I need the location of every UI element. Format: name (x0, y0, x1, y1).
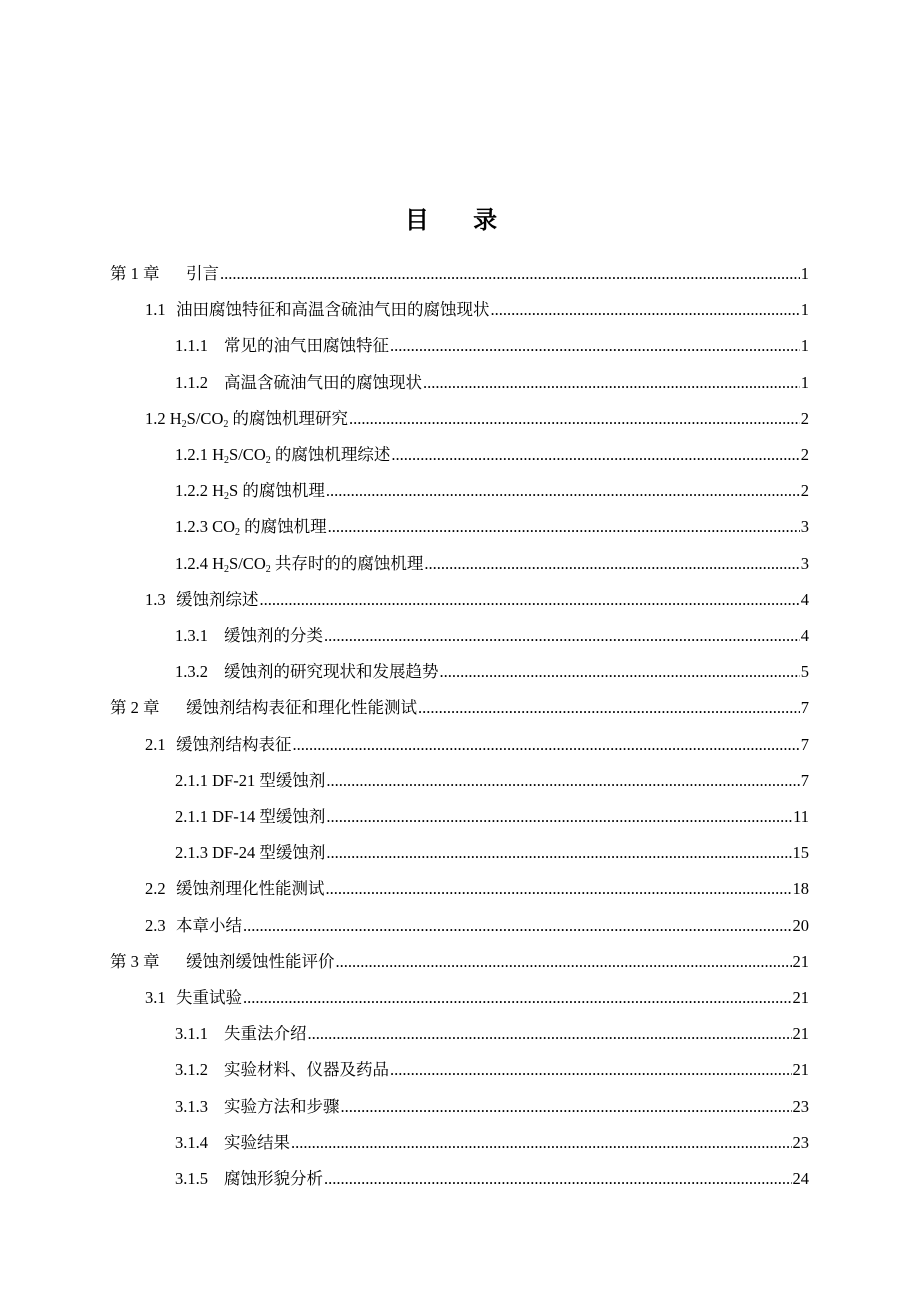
toc-entry-number: 1.1 (145, 300, 166, 320)
toc-entry-text: 高温含硫油气田的腐蚀现状 (224, 372, 422, 392)
toc-entry-text: 引言 (186, 264, 219, 283)
toc-entry-text: 缓蚀剂的分类 (224, 626, 323, 645)
toc-entry[interactable] (145, 292, 809, 328)
page-number: 2 (800, 445, 809, 464)
toc-entry-text: 的腐蚀机理研究 (228, 408, 348, 428)
subscript: 2 (223, 418, 229, 430)
dot-leader (326, 807, 792, 827)
toc-entry-number: 2.1 (145, 734, 166, 754)
toc-entry-number: 3.1.4 (175, 1132, 208, 1152)
toc-entry[interactable] (110, 256, 809, 292)
toc-entry-title (175, 662, 439, 682)
dot-leader (324, 1169, 792, 1189)
toc-entry-title (175, 1060, 389, 1080)
toc-entry[interactable] (145, 727, 809, 763)
dot-leader (418, 698, 800, 718)
toc-entry-text: 的腐蚀机理 (240, 517, 327, 537)
page-number: 2 (800, 481, 809, 501)
toc-entry-text: 缓蚀剂结构表征和理化性能测试 (186, 698, 417, 718)
page-number: 11 (793, 807, 809, 826)
page-number: 21 (792, 1024, 809, 1044)
dot-leader (326, 843, 791, 863)
dot-leader (326, 481, 800, 501)
dot-leader (293, 735, 800, 755)
dot-leader (423, 373, 800, 393)
toc-entry[interactable] (175, 473, 809, 509)
page-number: 4 (800, 626, 809, 645)
toc-entry-number: 2.2 (145, 879, 166, 899)
page-title: 目 录 (404, 206, 516, 234)
toc-entry-text: 2.1.3 DF-24 型缓蚀剂 (175, 843, 326, 863)
toc-entry-text: S 的腐蚀机理 (229, 481, 325, 501)
toc-entry-text: 实验方法和步骤 (224, 1096, 340, 1116)
dot-leader (326, 771, 799, 791)
page-number: 2 (800, 408, 809, 428)
toc-entry-title (175, 771, 325, 791)
page-number: 5 (800, 662, 809, 682)
toc-entry-text: 共存时的的腐蚀机理 (270, 553, 424, 573)
dot-leader (326, 879, 792, 899)
toc-entry-title (175, 807, 325, 827)
page-number: 24 (792, 1169, 809, 1188)
toc-entry[interactable] (175, 509, 809, 545)
toc-entry[interactable] (145, 401, 809, 437)
toc-entry[interactable] (175, 1161, 809, 1197)
toc-entry[interactable] (175, 1016, 809, 1052)
subscript: 2 (224, 455, 230, 466)
toc-entry[interactable] (175, 618, 809, 654)
page-number: 7 (800, 734, 809, 754)
toc-entry-text: 缓蚀剂缓蚀性能评价 (186, 951, 335, 971)
page-number: 1 (800, 372, 809, 392)
page-number: 4 (800, 589, 809, 609)
toc-entry-text: 缓蚀剂理化性能测试 (176, 879, 325, 899)
toc-entry-text: 失重法介绍 (224, 1024, 307, 1044)
dot-leader (390, 1060, 792, 1080)
dot-leader (260, 590, 800, 610)
dot-leader (341, 1097, 792, 1117)
toc-entry-text: 失重试验 (176, 988, 242, 1007)
toc-entry-text: 缓蚀剂综述 (176, 589, 259, 609)
toc-entry-title (175, 1133, 290, 1153)
toc-entry-title (110, 698, 417, 718)
subscript: 2 (235, 527, 241, 539)
toc-entry-text: 本章小结 (176, 915, 242, 935)
subscript: 2 (265, 563, 271, 575)
toc-entry-title (145, 735, 292, 755)
toc-entry-title (175, 517, 327, 537)
page-number: 23 (792, 1132, 809, 1152)
dot-leader (243, 988, 792, 1008)
toc-entry-title (110, 952, 335, 972)
toc-entry-title (175, 1097, 340, 1117)
toc-entry[interactable] (175, 365, 809, 401)
toc-entry-text: 1.2.1 H (175, 445, 225, 464)
toc-entry-number: 1.3.2 (175, 662, 208, 682)
dot-leader (324, 626, 800, 646)
toc-entry-text: 腐蚀形貌分析 (224, 1169, 323, 1188)
toc-entry[interactable] (175, 763, 809, 799)
dot-leader (349, 409, 800, 429)
toc-entry-text: 实验材料、仪器及药品 (224, 1060, 389, 1080)
toc-entry[interactable] (175, 799, 809, 835)
toc-entry-number: 第 3 章 (110, 951, 160, 971)
toc-entry-text: 实验结果 (224, 1132, 290, 1152)
page-number: 18 (792, 879, 809, 899)
dot-leader (308, 1024, 792, 1044)
toc-entry-title (110, 264, 219, 284)
toc-entry-text: 缓蚀剂结构表征 (176, 734, 292, 754)
toc-entry[interactable] (175, 328, 809, 364)
toc-entry-number: 第 2 章 (110, 698, 160, 718)
dot-leader (243, 916, 792, 936)
page-number: 20 (792, 915, 809, 935)
toc-entry[interactable] (175, 1125, 809, 1161)
page-number: 1 (800, 300, 809, 320)
toc-entry-text: 的腐蚀机理综述 (270, 445, 391, 464)
page-number: 3 (800, 517, 809, 537)
toc-entry[interactable] (175, 1089, 809, 1125)
toc-entry-title (175, 481, 325, 501)
page-number: 7 (800, 698, 809, 718)
toc-entry-title (175, 373, 422, 393)
toc-entry-title (145, 590, 259, 610)
dot-leader (491, 300, 800, 320)
toc-entry-text: 1.2.2 H (175, 481, 225, 501)
toc-entry-title (145, 409, 348, 429)
dot-leader (424, 554, 799, 574)
toc-entry-text: 常见的油气田腐蚀特征 (224, 336, 389, 356)
subscript: 2 (224, 491, 230, 503)
dot-leader (220, 264, 800, 284)
toc-entry-title (175, 626, 323, 646)
dot-leader (328, 517, 800, 537)
toc-entry-text: 油田腐蚀特征和高温含硫油气田的腐蚀现状 (176, 300, 490, 320)
page-number: 21 (792, 951, 809, 971)
toc-entry[interactable] (110, 944, 809, 980)
toc-entry[interactable] (145, 871, 809, 907)
toc-entry-number: 3.1.5 (175, 1169, 208, 1188)
toc-entry-number: 1.1.1 (175, 336, 208, 356)
toc-entry-title (175, 336, 389, 356)
toc-entry-title (175, 554, 423, 574)
toc-entry-text: 缓蚀剂的研究现状和发展趋势 (224, 662, 439, 682)
toc-entry-text: 1.2.3 CO (175, 517, 236, 537)
toc-entry-text: 1.2 H (145, 408, 182, 428)
toc-entry[interactable] (175, 654, 809, 690)
subscript: 2 (224, 563, 230, 575)
toc-entry-number: 3.1.2 (175, 1060, 208, 1080)
page-number: 15 (792, 843, 809, 863)
toc-entry-text: 2.1.1 DF-21 型缓蚀剂 (175, 770, 326, 790)
toc-entry-number: 1.1.2 (175, 372, 208, 392)
page-number: 1 (800, 336, 809, 356)
dot-leader (391, 445, 799, 465)
toc-entry-title (145, 879, 325, 899)
toc-entry-text: 2.1.1 DF-14 型缓蚀剂 (175, 807, 326, 826)
toc-entry[interactable] (175, 437, 809, 473)
toc-entry[interactable] (145, 908, 809, 944)
subscript: 2 (181, 418, 187, 430)
toc-entry-title (145, 300, 490, 320)
toc-entry[interactable] (175, 835, 809, 871)
toc-entry[interactable] (145, 980, 809, 1016)
toc-entry-title (175, 445, 390, 465)
dot-leader (440, 662, 800, 682)
page-number: 1 (800, 264, 809, 283)
toc-entry-title (175, 1169, 323, 1189)
page-number: 21 (792, 1060, 809, 1080)
toc-entry-text: S/CO (229, 445, 266, 464)
toc-entry-title (175, 843, 325, 863)
toc-entry-number: 3.1 (145, 988, 166, 1007)
toc-entry-number: 第 1 章 (110, 264, 160, 283)
page-number: 3 (800, 553, 809, 573)
toc-entry[interactable] (175, 546, 809, 582)
toc-entry-title (175, 1024, 307, 1044)
dot-leader (336, 952, 792, 972)
toc-entry-title (145, 916, 242, 936)
page-number: 21 (792, 988, 809, 1007)
page-number: 23 (792, 1096, 809, 1116)
toc-entry-text: S/CO (229, 553, 266, 573)
toc-entry[interactable] (175, 1052, 809, 1088)
toc-entry[interactable] (145, 582, 809, 618)
toc-entry-title (145, 988, 242, 1008)
toc-entry-text: S/CO (186, 408, 224, 428)
subscript: 2 (265, 455, 271, 466)
toc-entry-number: 3.1.3 (175, 1096, 208, 1116)
toc-entry-number: 2.3 (145, 915, 166, 935)
toc-entry-number: 3.1.1 (175, 1024, 208, 1044)
dot-leader (291, 1133, 792, 1153)
toc-entry[interactable] (110, 690, 809, 726)
toc-entry-text: 1.2.4 H (175, 553, 225, 573)
toc-entry-number: 1.3.1 (175, 626, 208, 645)
dot-leader (390, 336, 800, 356)
toc-entry-number: 1.3 (145, 589, 166, 609)
page-number: 7 (800, 770, 809, 790)
